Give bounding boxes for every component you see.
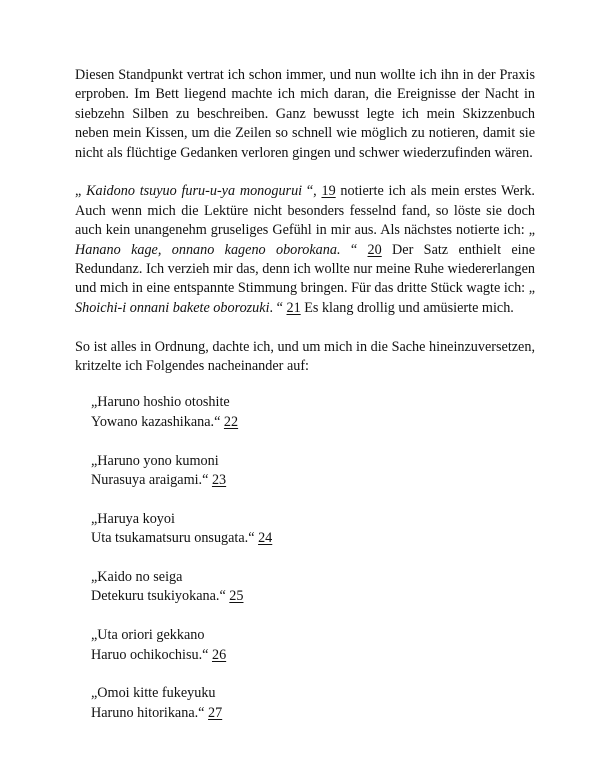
verse-line-text: Yowano kazashikana.“ [91, 413, 224, 430]
footnote-link-24[interactable]: 24 [258, 530, 273, 547]
footnote-link-21[interactable]: 21 [286, 299, 301, 316]
verse-line-text: Nurasuya araigami.“ [91, 472, 212, 489]
verse-line [91, 413, 535, 432]
footnote-link-20[interactable]: 20 [367, 241, 382, 258]
quote-close: . “ [269, 299, 287, 316]
verse-line [91, 471, 535, 490]
paragraph-3: So ist alles in Ordnung, dachte ich, und um mich in die Sache hineinzuversetzen, kritzelte ich Folgendes nacheinander auf: [75, 338, 535, 375]
quote-close: “, [302, 183, 322, 200]
verse-2 [91, 452, 535, 491]
document-page [75, 66, 535, 743]
paragraph-1: Diesen Standpunkt vertrat ich schon immer, und nun wollte ich ihn in der Praxis erproben. Im Bett liegend machte ich mich daran, die Ereignisse der Nacht in siebzehn Silben zu beschreiben. Ganz bewusst legte ich mein Skizzenbuch neben mein Kissen, um die Zeilen so schnell wie möglich zu notieren, damit sie nicht als flüchtige Gedanken verloren gingen und schwer wiederzufinden wären. [75, 67, 535, 161]
verse-line-text: Uta tsukamatsuru onsugata.“ [91, 530, 259, 547]
verse-5 [91, 626, 535, 665]
verse-line: „Haruno hoshio otoshite [91, 394, 230, 411]
verse-line-text: Detekuru tsukiyokana.“ [91, 588, 230, 605]
verse-6 [91, 684, 535, 723]
verse-line [91, 587, 535, 606]
footnote-link-22[interactable]: 22 [223, 413, 239, 430]
footnote-link-26[interactable]: 26 [211, 646, 227, 663]
footnote-link-19[interactable]: 19 [321, 183, 336, 200]
footnote-link-23[interactable]: 23 [211, 472, 227, 489]
verse-1 [91, 393, 535, 432]
haiku-quote-3: Shoichi-i onnani bakete oborozuki [75, 299, 270, 316]
paragraph-2-text-1: notierte ich als mein erstes Werk. Auch wenn mich die Lektüre nicht besonders fesselnd fand, so löste sie doch auch kein unangenehm gruseliges Gefühl in mir aus. Als nächstes notierte ich: „ [75, 183, 535, 239]
verse-line: „Haruya koyoi [91, 510, 175, 527]
verse-line: „Uta oriori gekkano [91, 627, 205, 644]
verse-3 [91, 510, 535, 549]
verse-line [91, 704, 535, 723]
haiku-quote-1: Kaidono tsuyuo furu-u-ya monogurui [86, 183, 303, 200]
verse-line [91, 529, 535, 548]
paragraph-2-text-2: Der Satz enthielt eine Redundanz. Ich verzieh mir das, denn ich wollte nur meine Ruhe wiedererlangen und mich in eine entspannte Stimmung bringen. Für das dritte Stück wagte ich: „ [75, 241, 535, 297]
verse-line [91, 646, 535, 665]
verse-line: „Haruno yono kumoni [91, 452, 219, 469]
verse-line: „Kaido no seiga [91, 569, 183, 586]
footnote-link-25[interactable]: 25 [229, 588, 244, 605]
verse-line: „Omoi kitte fukeyuku [91, 685, 216, 702]
quote-close: “ [340, 241, 368, 258]
verse-4 [91, 568, 535, 607]
verse-line-text: Haruno hitorikana.“ [91, 704, 209, 721]
haiku-quote-2: Hanano kage, onnano kageno oborokana. [75, 241, 341, 258]
verse-line-text: Haruo ochikochisu.“ [91, 646, 212, 663]
paragraph-2 [75, 182, 535, 318]
quote-open: „ [75, 183, 87, 200]
paragraph-2-text-3: Es klang drollig und amüsierte mich. [300, 299, 514, 316]
footnote-link-27[interactable]: 27 [208, 704, 223, 721]
